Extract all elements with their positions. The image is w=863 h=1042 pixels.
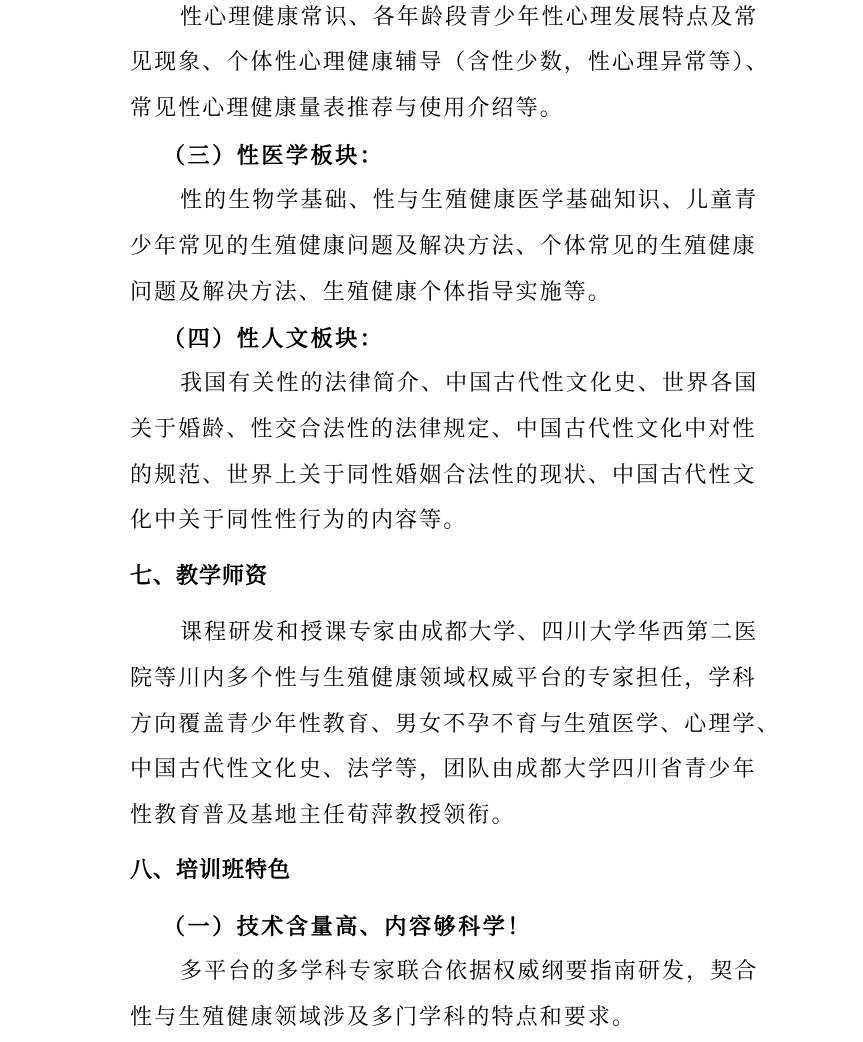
section-heading-faculty: 七、教学师资 — [130, 564, 269, 589]
section-heading-features: 八、培训班特色 — [130, 858, 292, 883]
subsection-heading-sexual-medicine: （三）性医学板块： — [163, 143, 385, 169]
paragraph-line: 关于婚龄、性交合法性的法律规定、中国古代性文化中对性 — [130, 417, 757, 442]
paragraph-line: 方向覆盖青少年性教育、男女不孕不育与生殖医学、心理学、 — [130, 712, 781, 737]
paragraph-line: 问题及解决方法、生殖健康个体指导实施等。 — [130, 280, 613, 305]
paragraph-line: 我国有关性的法律简介、中国古代性文化史、世界各国 — [180, 371, 759, 396]
paragraph-line: 见现象、个体性心理健康辅导（含性少数，性心理异常等）、 — [130, 50, 770, 75]
paragraph-line: 性教育普及基地主任荀萍教授领衔。 — [130, 803, 516, 828]
paragraph-line: 化中关于同性性行为的内容等。 — [130, 508, 468, 533]
subsection-heading-technical: （一）技术含量高、内容够科学！ — [163, 914, 533, 940]
paragraph-line: 性与生殖健康领域涉及多门学科的特点和要求。 — [130, 1005, 637, 1030]
paragraph-line: 少年常见的生殖健康问题及解决方法、个体常见的生殖健康 — [130, 234, 757, 259]
paragraph-line: 性的生物学基础、性与生殖健康医学基础知识、儿童青 — [180, 188, 759, 213]
paragraph-line: 中国古代性文化史、法学等，团队由成都大学四川省青少年 — [130, 757, 757, 782]
paragraph-line: 的规范、世界上关于同性婚姻合法性的现状、中国古代性文 — [130, 463, 757, 488]
paragraph-line: 多平台的多学科专家联合依据权威纲要指南研发，契合 — [180, 959, 759, 984]
paragraph-line: 常见性心理健康量表推荐与使用介绍等。 — [130, 96, 564, 121]
paragraph-line: 性心理健康常识、各年龄段青少年性心理发展特点及常 — [180, 5, 759, 30]
paragraph-line: 课程研发和授课专家由成都大学、四川大学华西第二医 — [180, 620, 759, 645]
subsection-heading-sexual-humanities: （四）性人文板块： — [163, 326, 385, 352]
paragraph-line: 院等川内多个性与生殖健康领域权威平台的专家担任，学科 — [130, 666, 757, 691]
